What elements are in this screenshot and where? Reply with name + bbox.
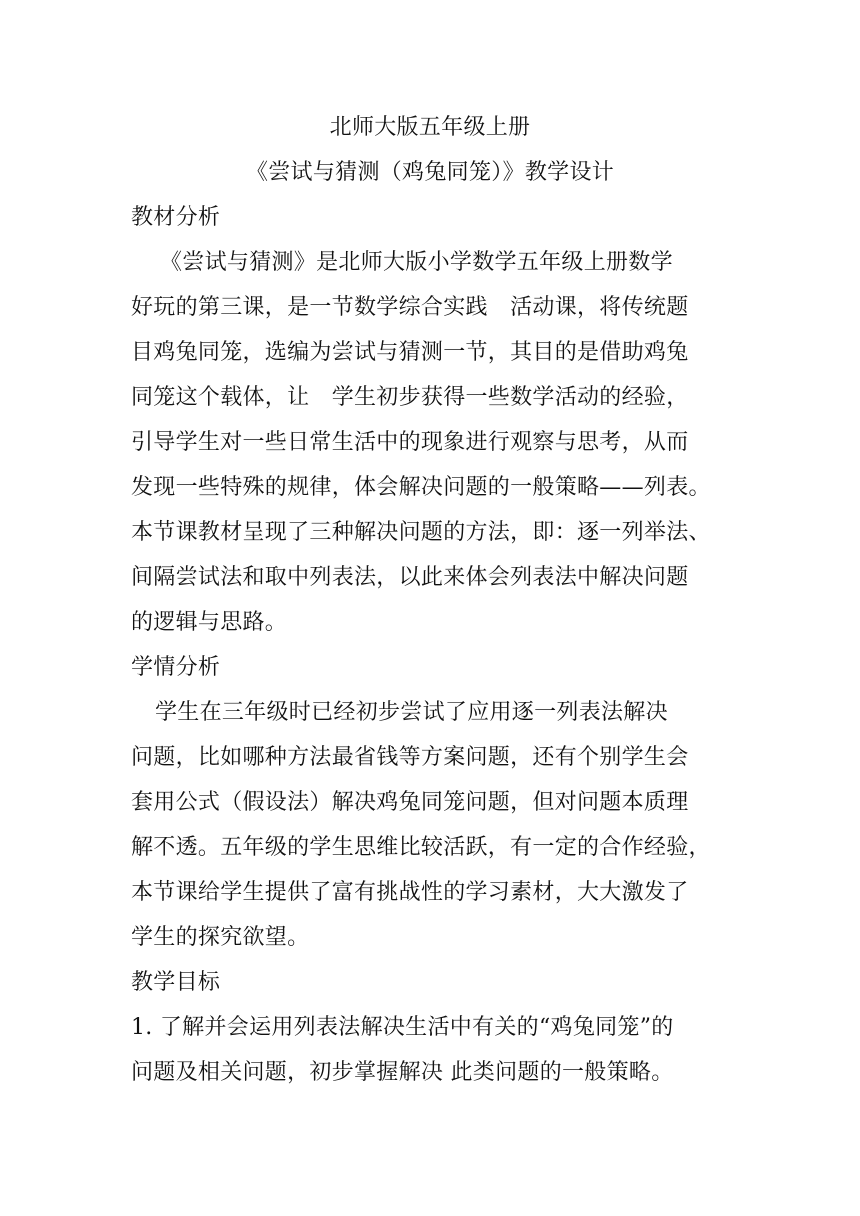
paragraph-line: 间隔尝试法和取中列表法，以此来体会列表法中解决问题 xyxy=(131,565,689,590)
paragraph-line: 《尝试与猜测》是北师大版小学数学五年级上册数学 xyxy=(160,250,673,275)
paragraph-line: 问题，比如哪种方法最省钱等方案问题，还有个别学生会 xyxy=(131,745,689,770)
paragraph-line: 套用公式（假设法）解决鸡兔同笼问题，但对问题本质理 xyxy=(131,790,689,815)
paragraph-line: 问题及相关问题，初步掌握解决 此类问题的一般策略。 xyxy=(131,1060,674,1085)
paragraph-line: 好玩的第三课，是一节数学综合实践 活动课，将传统题 xyxy=(131,295,689,320)
document-subtitle: 《尝试与猜测（鸡兔同笼）》教学设计 xyxy=(245,160,615,185)
paragraph-line: 学生在三年级时已经初步尝试了应用逐一列表法解决 xyxy=(155,700,668,725)
paragraph-line: 本节课教材呈现了三种解决问题的方法，即：逐一列举法、 xyxy=(131,520,711,545)
paragraph-line: 发现一些特殊的规律，体会解决问题的一般策略——列表。 xyxy=(131,475,711,500)
paragraph-line: 本节课给学生提供了富有挑战性的学习素材，大大激发了 xyxy=(131,880,689,905)
section-heading-textbook-analysis: 教材分析 xyxy=(131,205,221,230)
paragraph-line: 引导学生对一些日常生活中的现象进行观察与思考，从而 xyxy=(131,430,689,455)
paragraph-line: 的逻辑与思路。 xyxy=(131,610,288,635)
section-heading-student-analysis: 学情分析 xyxy=(131,655,221,680)
paragraph-line: 学生的探究欲望。 xyxy=(131,925,310,950)
paragraph-line: 目鸡兔同笼，选编为尝试与猜测一节，其目的是借助鸡兔 xyxy=(131,340,689,365)
paragraph-line: 1. 了解并会运用列表法解决生活中有关的“鸡兔同笼”的 xyxy=(131,1015,674,1040)
paragraph-line: 解不透。五年级的学生思维比较活跃，有一定的合作经验， xyxy=(131,835,711,860)
document-title: 北师大版五年级上册 xyxy=(329,115,531,140)
paragraph-line: 同笼这个载体，让 学生初步获得一些数学活动的经验， xyxy=(131,385,689,410)
section-heading-teaching-goals: 教学目标 xyxy=(131,970,221,995)
